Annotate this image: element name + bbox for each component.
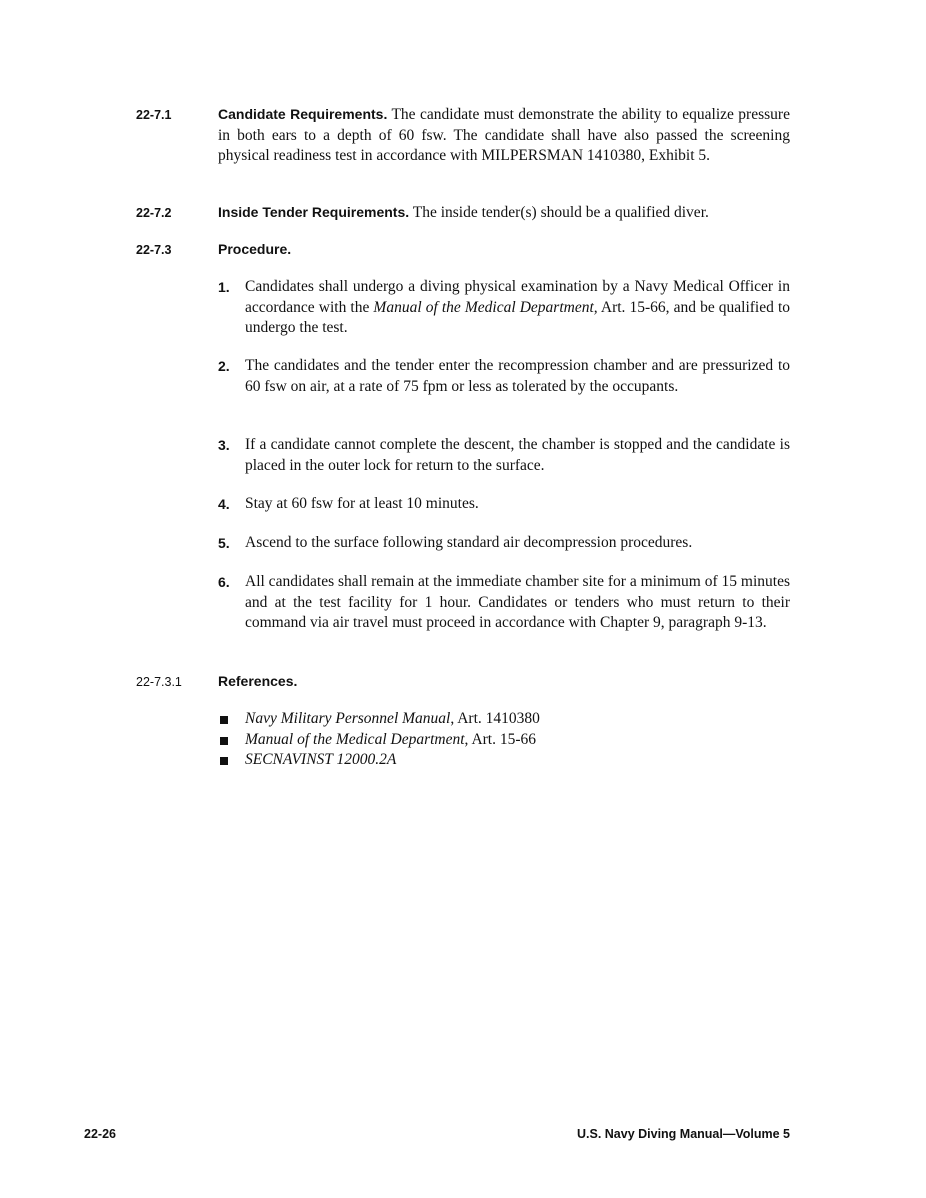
reference-title: Manual of the Medical Department: [245, 731, 465, 748]
procedure-item-text: Ascend to the surface following standard air decompression procedures.: [245, 534, 693, 551]
square-bullet-icon: [220, 716, 228, 724]
reference-title: Navy Military Personnel Manual: [245, 710, 451, 727]
procedure-item-number: 6.: [218, 574, 230, 590]
procedure-item-number: 4.: [218, 496, 230, 512]
reference-item: [218, 730, 778, 751]
reference-title: SECNAVINST 12000.2A: [245, 751, 397, 768]
section-body: [218, 104, 790, 167]
section-heading: References.: [218, 673, 298, 689]
reference-item: [218, 709, 778, 730]
section-number: 22-7.3.1: [136, 675, 182, 689]
procedure-item-text: If a candidate cannot complete the descent, the chamber is stopped and the candidate is placed in the outer lock for return to the surface.: [245, 436, 790, 474]
section-text: The inside tender(s) should be a qualified diver.: [412, 204, 709, 221]
square-bullet-icon: [220, 757, 228, 765]
section-heading: Inside Tender Requirements.: [218, 204, 410, 220]
section-text: The candidate must demonstrate the ability to equalize pressure in both ears to a depth of 60 fsw. The candidate shall have also passed the screening physical readiness test in accordance with MILPERSMAN 1410380, Exhibit 5.: [218, 106, 790, 164]
procedure-item-text-part: Candidates shall undergo a diving physical examination by a Navy Medical Officer in accordance with the: [245, 278, 790, 316]
procedure-item-number: 2.: [218, 358, 230, 374]
section-number: 22-7.3: [136, 243, 172, 257]
section-number: 22-7.1: [136, 108, 172, 122]
procedure-item-text: All candidates shall remain at the immediate chamber site for a minimum of 15 minutes and at the test facility for 1 hour. Candidates or tenders who must return to their command via air travel must proceed in accordance with Chapter 9, paragraph 9-13.: [245, 573, 790, 631]
reference-item: [218, 750, 778, 771]
footer-manual-title: U.S. Navy Diving Manual—Volume 5: [576, 1127, 790, 1141]
procedure-item-text: The candidates and the tender enter the recompression chamber and are pressurized to 60 fsw on air, at a rate of 75 fpm or less as tolerated by the occupants.: [245, 357, 790, 395]
section-body: [218, 671, 790, 693]
section-body: [218, 239, 790, 261]
square-bullet-icon: [220, 737, 228, 745]
procedure-item-text: Stay at 60 fsw for at least 10 minutes.: [245, 495, 479, 512]
procedure-item-text: [245, 277, 790, 339]
procedure-item-text-part: Art. 15-66, and be qualified to undergo the test.: [245, 298, 790, 336]
reference-text: [245, 709, 540, 730]
reference-detail: , Art. 1410380: [450, 710, 540, 727]
procedure-item-number: 5.: [218, 535, 230, 551]
reference-text: [245, 730, 536, 751]
reference-detail: , Art. 15-66: [464, 731, 537, 748]
section-number: 22-7.2: [136, 206, 172, 220]
reference-text: [245, 750, 396, 771]
footer-page-number: 22-26: [84, 1127, 116, 1141]
procedure-item-number: 3.: [218, 437, 230, 453]
section-body: [218, 202, 790, 224]
procedure-item-number: 1.: [218, 279, 230, 295]
section-heading: Procedure.: [218, 241, 292, 257]
procedure-item-citation: Manual of the Medical Department,: [373, 298, 598, 316]
section-heading: Candidate Requirements.: [218, 106, 388, 122]
